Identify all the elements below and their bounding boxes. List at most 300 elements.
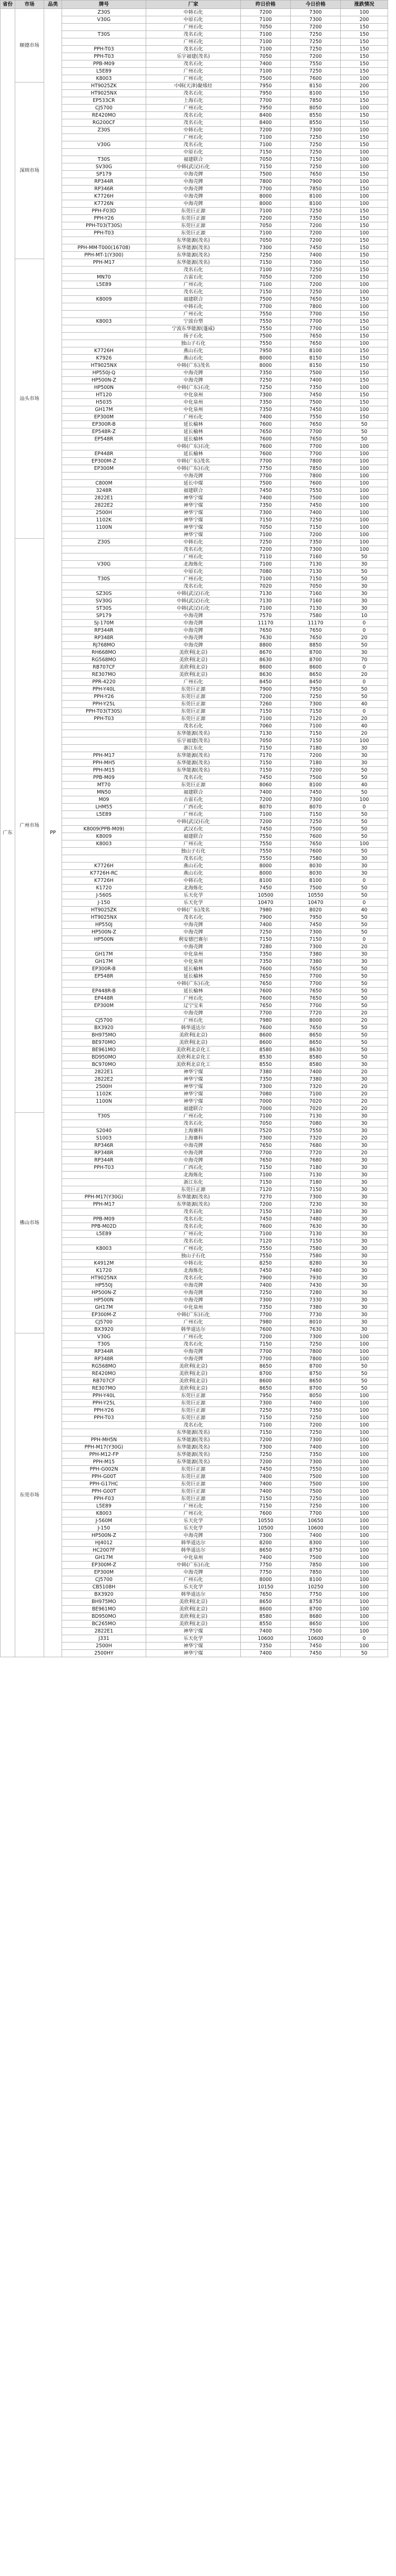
grade-cell: K8003 bbox=[62, 318, 146, 325]
grade-cell: BX3920 bbox=[62, 1024, 146, 1032]
producer-cell: 茂名石化 bbox=[146, 1341, 241, 1348]
yesterday-price-cell: 7550 bbox=[241, 833, 291, 840]
yesterday-price-cell: 7100 bbox=[241, 811, 291, 818]
today-price-cell: 7250 bbox=[291, 266, 341, 274]
today-price-cell: 7250 bbox=[291, 134, 341, 141]
yesterday-price-cell: 7200 bbox=[241, 1333, 291, 1341]
today-price-cell: 7130 bbox=[291, 1230, 341, 1238]
yesterday-price-cell: 10500 bbox=[241, 1525, 291, 1532]
producer-cell: 美欣利(北京) bbox=[146, 1370, 241, 1378]
producer-cell: 神华宁煤 bbox=[146, 531, 241, 539]
yesterday-price-cell: 7450 bbox=[241, 1216, 291, 1223]
change-cell: 40 bbox=[341, 701, 388, 708]
producer-cell: 东华能源(茂名) bbox=[146, 244, 241, 252]
yesterday-price-cell: 7100 bbox=[241, 16, 291, 24]
yesterday-price-cell: 7450 bbox=[241, 487, 291, 495]
change-cell: 20 bbox=[341, 1010, 388, 1017]
yesterday-price-cell: 7700 bbox=[241, 1150, 291, 1157]
yesterday-price-cell: 7650 bbox=[241, 1157, 291, 1164]
today-price-cell: 7650 bbox=[291, 840, 341, 848]
today-price-cell: 7200 bbox=[291, 767, 341, 774]
grade-cell: LHM55 bbox=[62, 804, 146, 811]
grade-cell: BX3920 bbox=[62, 1591, 146, 1598]
change-cell: 100 bbox=[341, 163, 388, 171]
change-cell: 150 bbox=[341, 362, 388, 370]
yesterday-price-cell: 7350 bbox=[241, 406, 291, 414]
today-price-cell: 7180 bbox=[291, 760, 341, 767]
grade-cell bbox=[62, 1105, 146, 1113]
change-cell: 100 bbox=[341, 1356, 388, 1363]
yesterday-price-cell: 8000 bbox=[241, 355, 291, 362]
col-yesterday-price: 昨日价格 bbox=[241, 1, 291, 9]
producer-cell: 福建联合 bbox=[146, 156, 241, 163]
today-price-cell: 7130 bbox=[291, 561, 341, 568]
yesterday-price-cell: 7200 bbox=[241, 127, 291, 134]
producer-cell: 中韩(广东)茂名 bbox=[146, 907, 241, 914]
today-price-cell: 7550 bbox=[291, 1127, 341, 1135]
producer-cell: 美欣利北京化工 bbox=[146, 1054, 241, 1061]
today-price-cell: 8150 bbox=[291, 83, 341, 90]
change-cell: 50 bbox=[341, 789, 388, 796]
producer-cell: 燕山石化 bbox=[146, 863, 241, 870]
yesterday-price-cell: 7050 bbox=[241, 237, 291, 244]
producer-cell: 茂名石化 bbox=[146, 583, 241, 590]
change-cell: 100 bbox=[341, 281, 388, 289]
grade-cell: K8003 bbox=[62, 1245, 146, 1253]
change-cell: 100 bbox=[341, 1620, 388, 1628]
producer-cell: 东华能源(茂名) bbox=[146, 1194, 241, 1201]
grade-cell: EP548R bbox=[62, 973, 146, 980]
yesterday-price-cell: 8670 bbox=[241, 649, 291, 656]
today-price-cell: 7500 bbox=[291, 370, 341, 377]
yesterday-price-cell: 7060 bbox=[241, 723, 291, 730]
producer-cell: 广州石化 bbox=[146, 1017, 241, 1024]
today-price-cell: 7250 bbox=[291, 38, 341, 46]
change-cell: 30 bbox=[341, 958, 388, 966]
today-price-cell: 7200 bbox=[291, 24, 341, 31]
producer-cell: 中海壳牌 bbox=[146, 1289, 241, 1297]
today-price-cell: 8550 bbox=[291, 112, 341, 119]
yesterday-price-cell: 8650 bbox=[241, 1547, 291, 1554]
today-price-cell: 7120 bbox=[291, 715, 341, 723]
producer-cell: 中韩石化 bbox=[146, 877, 241, 885]
grade-cell: K7726H-RC bbox=[62, 870, 146, 877]
change-cell: 50 bbox=[341, 966, 388, 973]
today-price-cell: 7450 bbox=[291, 244, 341, 252]
producer-cell: 美欣利(北京) bbox=[146, 1598, 241, 1606]
change-cell: 100 bbox=[341, 1628, 388, 1635]
change-cell: 100 bbox=[341, 502, 388, 509]
yesterday-price-cell: 7600 bbox=[241, 1024, 291, 1032]
today-price-cell: 7400 bbox=[291, 1532, 341, 1540]
grade-cell bbox=[62, 1253, 146, 1260]
change-cell: 30 bbox=[341, 649, 388, 656]
yesterday-price-cell: 8100 bbox=[241, 877, 291, 885]
grade-cell bbox=[62, 745, 146, 752]
change-cell: 30 bbox=[341, 745, 388, 752]
yesterday-price-cell: 7100 bbox=[241, 31, 291, 38]
grade-cell: HJ4012 bbox=[62, 1540, 146, 1547]
grade-cell: RP344R bbox=[62, 1157, 146, 1164]
grade-cell: 2822E2 bbox=[62, 1076, 146, 1083]
yesterday-price-cell: 7300 bbox=[241, 1297, 291, 1304]
yesterday-price-cell: 7350 bbox=[241, 1304, 291, 1311]
today-price-cell: 7580 bbox=[291, 1253, 341, 1260]
today-price-cell: 7750 bbox=[291, 1591, 341, 1598]
producer-cell: 中韩(广东)茂名 bbox=[146, 362, 241, 370]
change-cell: 100 bbox=[341, 737, 388, 745]
today-price-cell: 7700 bbox=[291, 450, 341, 458]
yesterday-price-cell: 7650 bbox=[241, 1002, 291, 1010]
producer-cell: 广西石化 bbox=[146, 804, 241, 811]
today-price-cell: 7300 bbox=[291, 546, 341, 553]
grade-cell: K8009 bbox=[62, 296, 146, 303]
yesterday-price-cell: 7250 bbox=[241, 252, 291, 259]
grade-cell bbox=[62, 1429, 146, 1436]
today-price-cell: 7150 bbox=[291, 156, 341, 163]
change-cell: 100 bbox=[341, 193, 388, 200]
today-price-cell: 7160 bbox=[291, 598, 341, 605]
grade-cell: PPH-M15 bbox=[62, 767, 146, 774]
grade-cell bbox=[62, 266, 146, 274]
producer-cell: 广州石化 bbox=[146, 1245, 241, 1253]
change-cell: 150 bbox=[341, 60, 388, 68]
yesterday-price-cell: 7100 bbox=[241, 605, 291, 612]
change-cell: 30 bbox=[341, 1282, 388, 1289]
producer-cell: 茂名石化 bbox=[146, 1238, 241, 1245]
grade-cell: HT9025NX bbox=[62, 1275, 146, 1282]
today-price-cell: 7800 bbox=[291, 1356, 341, 1363]
producer-cell: 广州石化 bbox=[146, 576, 241, 583]
producer-cell: 浙江东化 bbox=[146, 1179, 241, 1186]
yesterday-price-cell: 7400 bbox=[241, 1488, 291, 1495]
change-cell: 30 bbox=[341, 1230, 388, 1238]
producer-cell: 东莞巨正源 bbox=[146, 1414, 241, 1422]
change-cell: 150 bbox=[341, 24, 388, 31]
grade-cell: K8009(PPB-M09) bbox=[62, 826, 146, 833]
producer-cell: 广州石化 bbox=[146, 68, 241, 75]
change-cell: 100 bbox=[341, 509, 388, 517]
yesterday-price-cell: 7100 bbox=[241, 46, 291, 53]
today-price-cell: 7130 bbox=[291, 1172, 341, 1179]
yesterday-price-cell: 7200 bbox=[241, 796, 291, 804]
today-price-cell: 10550 bbox=[291, 892, 341, 899]
grade-cell: PPH-MT-1(Y300) bbox=[62, 252, 146, 259]
grade-cell: RE420MO bbox=[62, 112, 146, 119]
yesterday-price-cell: 8000 bbox=[241, 863, 291, 870]
change-cell: 100 bbox=[341, 1407, 388, 1414]
yesterday-price-cell: 7300 bbox=[241, 392, 291, 399]
grade-cell: RP348R bbox=[62, 634, 146, 642]
producer-cell: 广州石化 bbox=[146, 1230, 241, 1238]
today-price-cell: 7900 bbox=[291, 178, 341, 186]
grade-cell: K4912M bbox=[62, 1260, 146, 1267]
change-cell: 50 bbox=[341, 576, 388, 583]
today-price-cell: 7200 bbox=[291, 274, 341, 281]
producer-cell: 独山子石化 bbox=[146, 340, 241, 347]
col-producer: 厂家 bbox=[146, 1, 241, 9]
today-price-cell: 7400 bbox=[291, 252, 341, 259]
grade-cell: V30G bbox=[62, 16, 146, 24]
today-price-cell: 8300 bbox=[291, 1540, 341, 1547]
producer-cell: 美欣利(北京) bbox=[146, 1606, 241, 1613]
producer-cell: 中韩(广东)石化 bbox=[146, 465, 241, 473]
today-price-cell: 8700 bbox=[291, 1385, 341, 1392]
yesterday-price-cell: 7600 bbox=[241, 1326, 291, 1333]
yesterday-price-cell: 7600 bbox=[241, 443, 291, 450]
grade-cell: RE420MO bbox=[62, 1370, 146, 1378]
producer-cell: 神华宁煤 bbox=[146, 1076, 241, 1083]
today-price-cell: 7350 bbox=[291, 215, 341, 222]
change-cell: 150 bbox=[341, 97, 388, 105]
producer-cell: 东华能源(茂名) bbox=[146, 767, 241, 774]
producer-cell: 中海壳牌 bbox=[146, 1532, 241, 1540]
grade-cell: K8003 bbox=[62, 840, 146, 848]
change-cell: 150 bbox=[341, 186, 388, 193]
yesterday-price-cell: 7100 bbox=[241, 68, 291, 75]
yesterday-price-cell: 7350 bbox=[241, 1643, 291, 1650]
grade-cell: BH975MO bbox=[62, 1598, 146, 1606]
change-cell: 100 bbox=[341, 178, 388, 186]
producer-cell: 延长榆林 bbox=[146, 450, 241, 458]
grade-cell: PPH-Y26 bbox=[62, 215, 146, 222]
today-price-cell: 7150 bbox=[291, 524, 341, 531]
change-cell: 20 bbox=[341, 715, 388, 723]
change-cell: 100 bbox=[341, 303, 388, 311]
grade-cell: PPH-T03 bbox=[62, 1414, 146, 1422]
producer-cell: 中化泉州 bbox=[146, 399, 241, 406]
today-price-cell: 7600 bbox=[291, 480, 341, 487]
today-price-cell: 7650 bbox=[291, 340, 341, 347]
grade-cell: J-150 bbox=[62, 1525, 146, 1532]
yesterday-price-cell: 7200 bbox=[241, 818, 291, 826]
change-cell: 50 bbox=[341, 885, 388, 892]
producer-cell: 中海壳牌 bbox=[146, 1297, 241, 1304]
change-cell: 100 bbox=[341, 1488, 388, 1495]
today-price-cell: 7480 bbox=[291, 1216, 341, 1223]
today-price-cell: 8600 bbox=[291, 664, 341, 671]
yesterday-price-cell: 7130 bbox=[241, 730, 291, 737]
producer-cell: 延长榆林 bbox=[146, 973, 241, 980]
yesterday-price-cell: 8580 bbox=[241, 1613, 291, 1620]
producer-cell: 东莞巨正源 bbox=[146, 715, 241, 723]
grade-cell: SV30G bbox=[62, 598, 146, 605]
producer-cell: 中韩(广东)石化 bbox=[146, 980, 241, 988]
grade-cell: K1720 bbox=[62, 1267, 146, 1275]
yesterday-price-cell: 7050 bbox=[241, 222, 291, 230]
grade-cell: EP448R bbox=[62, 995, 146, 1002]
producer-cell: 中原石化 bbox=[146, 149, 241, 156]
producer-cell: 广州石化 bbox=[146, 1510, 241, 1517]
change-cell: 200 bbox=[341, 83, 388, 90]
yesterday-price-cell: 7100 bbox=[241, 266, 291, 274]
change-cell: 0 bbox=[341, 664, 388, 671]
change-cell: 30 bbox=[341, 1113, 388, 1120]
producer-cell: 东莞巨正源 bbox=[146, 686, 241, 693]
change-cell: 30 bbox=[341, 760, 388, 767]
producer-cell: 东华能源(茂名) bbox=[146, 237, 241, 244]
market-cell: 深圳市场 bbox=[15, 83, 44, 259]
producer-cell: 美欣利(北京) bbox=[146, 1613, 241, 1620]
change-cell: 30 bbox=[341, 1275, 388, 1282]
grade-cell: HT9025ZK bbox=[62, 83, 146, 90]
yesterday-price-cell: 7400 bbox=[241, 921, 291, 929]
today-price-cell: 7100 bbox=[291, 1091, 341, 1098]
change-cell: 20 bbox=[341, 1135, 388, 1142]
producer-cell: 广州石化 bbox=[146, 24, 241, 31]
today-price-cell: 7250 bbox=[291, 693, 341, 701]
change-cell: 150 bbox=[341, 68, 388, 75]
today-price-cell: 8650 bbox=[291, 671, 341, 679]
yesterday-price-cell: 7130 bbox=[241, 598, 291, 605]
change-cell: 150 bbox=[341, 237, 388, 244]
change-cell: 50 bbox=[341, 568, 388, 576]
producer-cell: 东莞巨正源 bbox=[146, 701, 241, 708]
grade-cell: HT120 bbox=[62, 392, 146, 399]
grade-cell: 2822E1 bbox=[62, 1628, 146, 1635]
today-price-cell: 7320 bbox=[291, 1135, 341, 1142]
yesterday-price-cell: 8000 bbox=[241, 1576, 291, 1584]
grade-cell: PPH-T03(T30S) bbox=[62, 222, 146, 230]
today-price-cell: 8050 bbox=[291, 105, 341, 112]
today-price-cell: 8100 bbox=[291, 347, 341, 355]
province-cell: 广东 bbox=[1, 9, 15, 1657]
producer-cell: 燕山石化 bbox=[146, 355, 241, 362]
today-price-cell: 7230 bbox=[291, 1201, 341, 1208]
producer-cell: 北海炼化 bbox=[146, 561, 241, 568]
change-cell: 50 bbox=[341, 892, 388, 899]
producer-cell: 东莞巨正源 bbox=[146, 1392, 241, 1400]
grade-cell: PPH-MH5 bbox=[62, 760, 146, 767]
grade-cell: GH17M bbox=[62, 406, 146, 414]
today-price-cell: 7350 bbox=[291, 384, 341, 392]
yesterday-price-cell: 7200 bbox=[241, 9, 291, 16]
yesterday-price-cell: 7980 bbox=[241, 907, 291, 914]
today-price-cell: 8150 bbox=[291, 362, 341, 370]
today-price-cell: 8280 bbox=[291, 1260, 341, 1267]
today-price-cell: 10470 bbox=[291, 899, 341, 907]
today-price-cell: 7720 bbox=[291, 1150, 341, 1157]
producer-cell: 乐天化学 bbox=[146, 1525, 241, 1532]
today-price-cell: 7550 bbox=[291, 487, 341, 495]
grade-cell: HP500N bbox=[62, 384, 146, 392]
yesterday-price-cell: 7400 bbox=[241, 1481, 291, 1488]
yesterday-price-cell: 7600 bbox=[241, 450, 291, 458]
yesterday-price-cell: 7120 bbox=[241, 1186, 291, 1194]
yesterday-price-cell: 8550 bbox=[241, 1620, 291, 1628]
yesterday-price-cell: 8600 bbox=[241, 1032, 291, 1039]
grade-cell: RB707CF bbox=[62, 1378, 146, 1385]
today-price-cell: 7500 bbox=[291, 399, 341, 406]
producer-cell: 广州石化 bbox=[146, 553, 241, 561]
change-cell: 100 bbox=[341, 406, 388, 414]
today-price-cell: 8030 bbox=[291, 870, 341, 877]
yesterday-price-cell: 7700 bbox=[241, 1348, 291, 1356]
yesterday-price-cell: 7500 bbox=[241, 480, 291, 487]
producer-cell: 茂名石化 bbox=[146, 774, 241, 782]
producer-cell: 东莞巨正源 bbox=[146, 222, 241, 230]
yesterday-price-cell: 8060 bbox=[241, 782, 291, 789]
grade-cell: EP300M-Z bbox=[62, 1562, 146, 1569]
grade-cell bbox=[62, 473, 146, 480]
producer-cell: 福建联合 bbox=[146, 789, 241, 796]
today-price-cell: 7580 bbox=[291, 612, 341, 620]
producer-cell: 茂名石化 bbox=[146, 266, 241, 274]
producer-cell: 中海壳牌 bbox=[146, 370, 241, 377]
yesterday-price-cell: 7250 bbox=[241, 929, 291, 936]
yesterday-price-cell: 7350 bbox=[241, 958, 291, 966]
producer-cell: 中海壳牌 bbox=[146, 1157, 241, 1164]
producer-cell: 茂名石化 bbox=[146, 119, 241, 127]
change-cell: 20 bbox=[341, 671, 388, 679]
producer-cell: 广州石化 bbox=[146, 414, 241, 421]
change-cell: 100 bbox=[341, 1495, 388, 1503]
producer-cell: 韩华道达尔 bbox=[146, 1326, 241, 1333]
producer-cell: 东华能源(茂名) bbox=[146, 1451, 241, 1459]
change-cell: 100 bbox=[341, 1503, 388, 1510]
grade-cell: RP344R bbox=[62, 627, 146, 634]
change-cell: 100 bbox=[341, 1400, 388, 1407]
change-cell: 100 bbox=[341, 840, 388, 848]
producer-cell: 中韩(广东)石化 bbox=[146, 443, 241, 450]
producer-cell: 东华能源(茂名) bbox=[146, 1444, 241, 1451]
change-cell: 30 bbox=[341, 605, 388, 612]
today-price-cell: 7500 bbox=[291, 1488, 341, 1495]
grade-cell: RE307MO bbox=[62, 671, 146, 679]
change-cell: 50 bbox=[341, 686, 388, 693]
change-cell: 30 bbox=[341, 1267, 388, 1275]
today-price-cell: 7680 bbox=[291, 1142, 341, 1150]
change-cell: 150 bbox=[341, 296, 388, 303]
yesterday-price-cell: 7550 bbox=[241, 855, 291, 863]
grade-cell: RG568MO bbox=[62, 656, 146, 664]
yesterday-price-cell: 7050 bbox=[241, 737, 291, 745]
producer-cell: 茂名石化 bbox=[146, 855, 241, 863]
yesterday-price-cell: 7150 bbox=[241, 1429, 291, 1436]
today-price-cell: 7450 bbox=[291, 921, 341, 929]
producer-cell: 茂名石化 bbox=[146, 31, 241, 38]
grade-cell: RJ768MO bbox=[62, 642, 146, 649]
change-cell: 100 bbox=[341, 1554, 388, 1562]
change-cell: 30 bbox=[341, 1061, 388, 1069]
producer-cell: 茂名石化 bbox=[146, 914, 241, 921]
change-cell: 100 bbox=[341, 384, 388, 392]
grade-cell: 1100N bbox=[62, 1098, 146, 1105]
today-price-cell: 7380 bbox=[291, 1076, 341, 1083]
grade-cell: MT70 bbox=[62, 782, 146, 789]
producer-cell: 宁波东华能源(蓬威) bbox=[146, 325, 241, 333]
yesterday-price-cell: 10550 bbox=[241, 1517, 291, 1525]
change-cell: 50 bbox=[341, 980, 388, 988]
yesterday-price-cell: 7950 bbox=[241, 83, 291, 90]
yesterday-price-cell: 7400 bbox=[241, 1282, 291, 1289]
change-cell: 50 bbox=[341, 988, 388, 995]
today-price-cell: 7650 bbox=[291, 333, 341, 340]
grade-cell bbox=[62, 818, 146, 826]
producer-cell: 福建联合 bbox=[146, 487, 241, 495]
yesterday-price-cell: 7150 bbox=[241, 936, 291, 943]
today-price-cell: 8100 bbox=[291, 200, 341, 208]
yesterday-price-cell: 7100 bbox=[241, 1113, 291, 1120]
change-cell: 50 bbox=[341, 1046, 388, 1054]
grade-cell: RB707CF bbox=[62, 664, 146, 671]
today-price-cell: 7700 bbox=[291, 1002, 341, 1010]
change-cell: 30 bbox=[341, 1245, 388, 1253]
change-cell: 100 bbox=[341, 9, 388, 16]
producer-cell: 茂名石化 bbox=[146, 90, 241, 97]
grade-cell: RP348R bbox=[62, 1150, 146, 1157]
producer-cell: 广州石化 bbox=[146, 1333, 241, 1341]
